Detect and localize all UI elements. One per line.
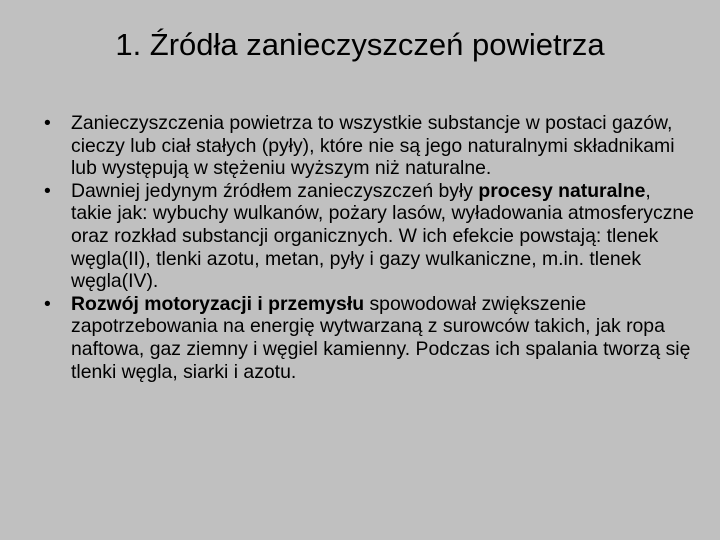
bullet-item-industry [44, 293, 694, 383]
bullet-bold-text: procesy naturalne [478, 179, 646, 202]
bullet-marker: • [44, 112, 51, 134]
bullet-marker: • [44, 179, 51, 202]
bullet-bold-text: Rozwój motoryzacji i przemysłu [71, 292, 365, 315]
bullet-text: Dawniej jedynym źródłem zanieczyszczeń były [71, 179, 479, 202]
slide-title: 1. Źródła zanieczyszczeń powietrza [115, 27, 605, 62]
bullet-marker: • [44, 292, 51, 315]
bullet-text: Zanieczyszczenia powietrza to wszystkie substancje w postaci gazów, cieczy lub ciał stałych (pyły), które nie są jego naturalnymi składnikami lub występują w stężeniu wyższym niż naturalne. [71, 112, 675, 180]
bullet-text: spowodował zwiększenie zapotrzebowania na energię wytwarzaną z surowców takich, jak ropa naftowa, gaz ziemny i węgiel kamienny. Podczas ich spalania tworzą się tlenki węgla, siarki i azotu. [71, 292, 691, 383]
bullet-text: , takie jak: wybuchy wulkanów, pożary lasów, wyładowania atmosferyczne oraz rozkład substancji organicznych. W ich efekcie powstają: tlenek węgla(II), tlenki azotu, metan, pyły i gazy wulkaniczne, m.in. tlenek węgla(IV). [71, 179, 694, 293]
bullet-item-natural-sources [44, 180, 694, 293]
bullet-list [44, 112, 694, 383]
bullet-item-definition [44, 112, 694, 180]
